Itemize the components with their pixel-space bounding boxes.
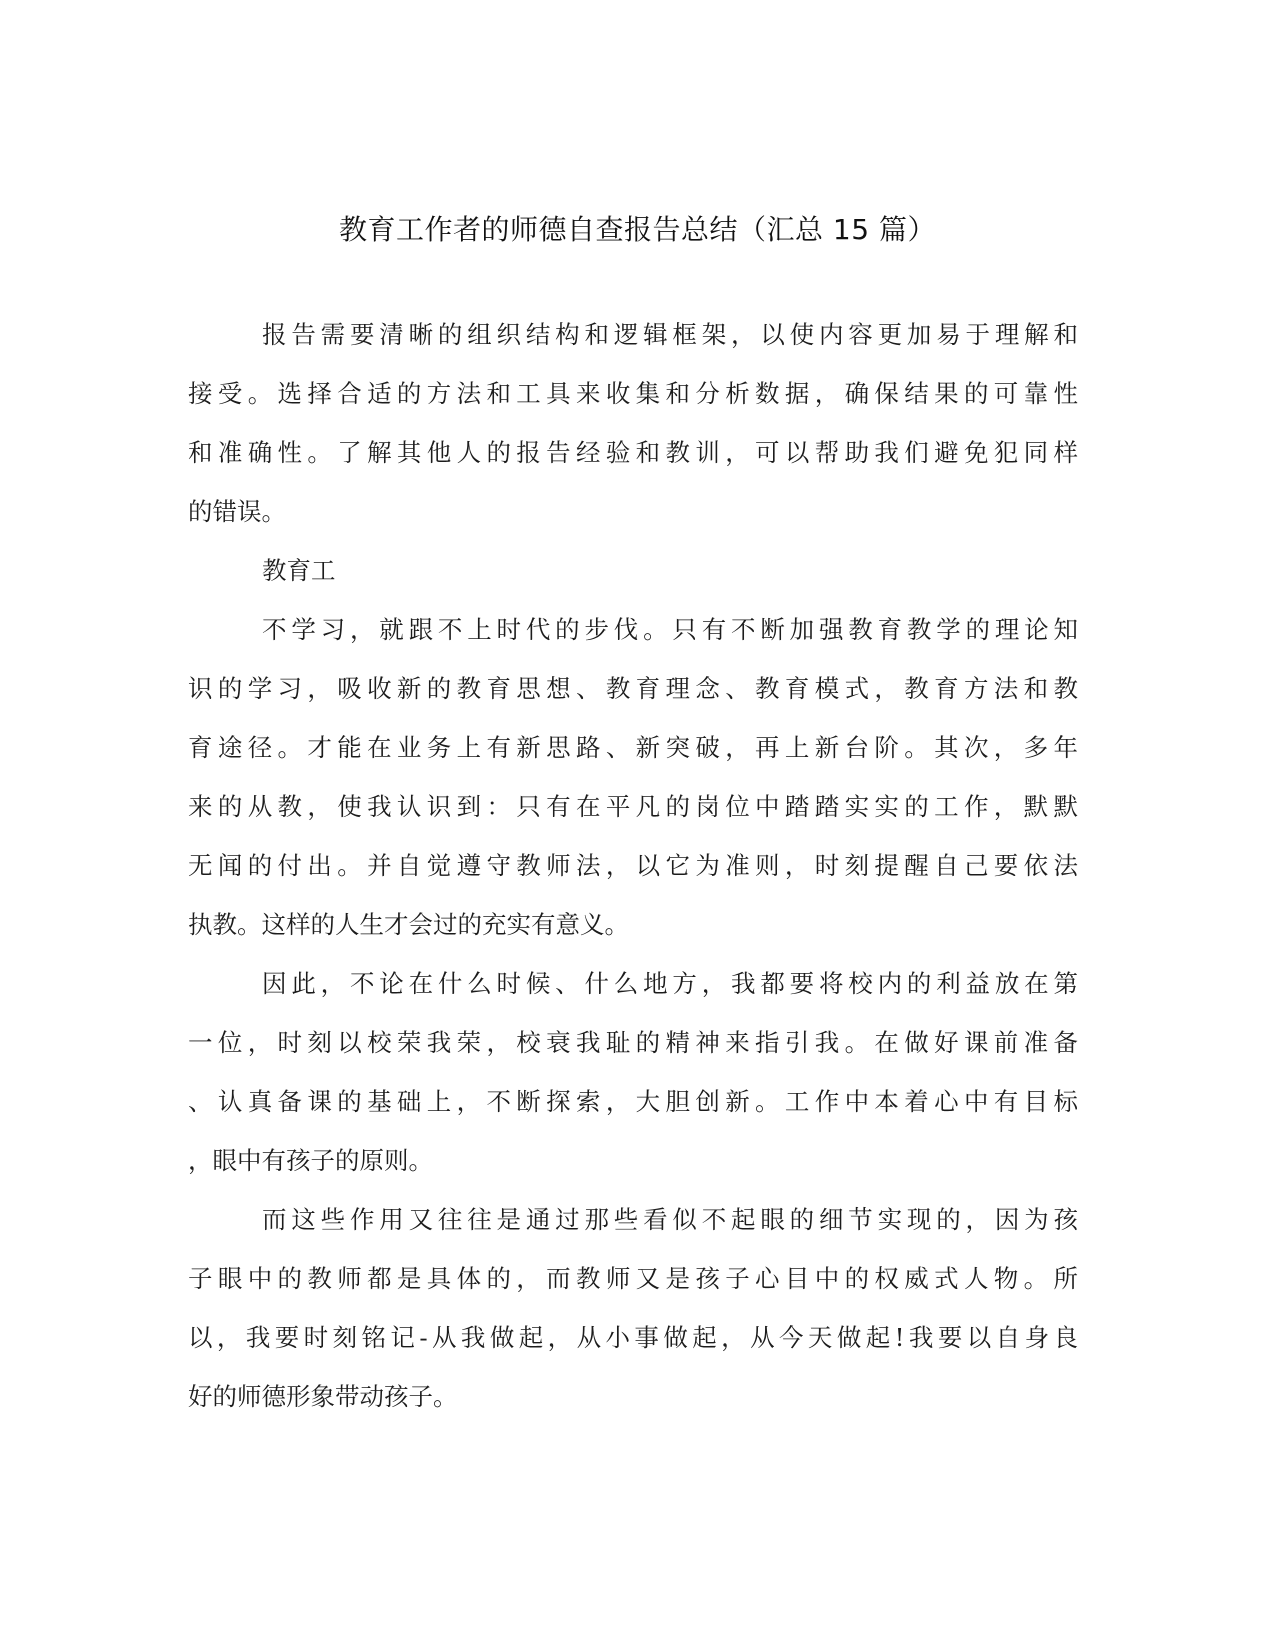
paragraph-3-line-5: 无闻的付出。并自觉遵守教师法，以它为准则，时刻提醒自己要依法 <box>188 851 1078 880</box>
paragraph-3-line-4: 来的从教，使我认识到：只有在平凡的岗位中踏踏实实的工作，默默 <box>188 792 1078 821</box>
paragraph-4-line-3: 、认真备课的基础上，不断探索，大胆创新。工作中本着心中有目标 <box>188 1087 1078 1116</box>
paragraph-1-line-3: 和准确性。了解其他人的报告经验和教训，可以帮助我们避免犯同样 <box>188 438 1078 467</box>
paragraph-3-line-6: 执教。这样的人生才会过的充实有意义。 <box>188 910 629 939</box>
paragraph-1-line-4: 的错误。 <box>188 497 286 526</box>
document-title: 教育工作者的师德自查报告总结（汇总 15 篇） <box>339 213 936 246</box>
paragraph-5-line-2: 子眼中的教师都是具体的，而教师又是孩子心目中的权威式人物。所 <box>188 1264 1078 1293</box>
paragraph-1-line-2: 接受。选择合适的方法和工具来收集和分析数据，确保结果的可靠性 <box>188 379 1078 408</box>
paragraph-3-line-2: 识的学习，吸收新的教育思想、教育理念、教育模式，教育方法和教 <box>188 674 1078 703</box>
paragraph-1-line-1: 报告需要清晰的组织结构和逻辑框架，以使内容更加易于理解和 <box>262 320 1078 349</box>
paragraph-5-line-3: 以，我要时刻铭记-从我做起，从小事做起，从今天做起!我要以自身良 <box>188 1323 1078 1352</box>
paragraph-4-line-2: 一位，时刻以校荣我荣，校衰我耻的精神来指引我。在做好课前准备 <box>188 1028 1078 1057</box>
paragraph-3-line-1: 不学习，就跟不上时代的步伐。只有不断加强教育教学的理论知 <box>262 615 1078 644</box>
paragraph-4-line-1: 因此，不论在什么时候、什么地方，我都要将校内的利益放在第 <box>262 969 1078 998</box>
paragraph-5-line-4: 好的师德形象带动孩子。 <box>188 1382 458 1411</box>
paragraph-2-line-1: 教育工 <box>262 556 336 585</box>
paragraph-5-line-1: 而这些作用又往往是通过那些看似不起眼的细节实现的，因为孩 <box>262 1205 1078 1234</box>
paragraph-4-line-4: ，眼中有孩子的原则。 <box>188 1146 433 1175</box>
paragraph-3-line-3: 育途径。才能在业务上有新思路、新突破，再上新台阶。其次，多年 <box>188 733 1078 762</box>
